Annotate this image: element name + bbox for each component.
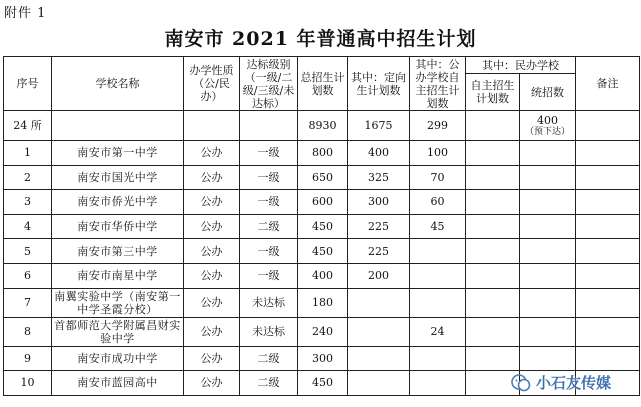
cell-private-unified — [520, 239, 576, 264]
header-school: 学校名称 — [52, 57, 184, 111]
cell-private-unified — [520, 165, 576, 190]
cell-public-self: 70 — [410, 165, 466, 190]
cell-private-self — [466, 288, 520, 317]
header-level: 达标级别（一级/二级/三级/未达标） — [240, 57, 298, 111]
header-total: 总招生计划数 — [298, 57, 348, 111]
cell-level: 未达标 — [240, 288, 298, 317]
wechat-official-account-icon — [510, 373, 532, 393]
cell-private-self — [466, 317, 520, 346]
table-row — [4, 288, 640, 317]
table-row — [4, 190, 640, 215]
cell-school: 南安市侨光中学 — [52, 190, 184, 215]
cell-school: 首都师范大学附属昌财实验中学 — [52, 317, 184, 346]
cell-school: 南安市国光中学 — [52, 165, 184, 190]
cell-index: 8 — [4, 317, 52, 346]
header-private-unified: 统招数 — [520, 74, 576, 111]
header-directed: 其中：定向生计划数 — [348, 57, 410, 111]
summary-private-unified — [520, 111, 576, 141]
table-row — [4, 317, 640, 346]
cell-school: 南安市第三中学 — [52, 239, 184, 264]
cell-level: 二级 — [240, 214, 298, 239]
cell-public-self — [410, 288, 466, 317]
cell-private-unified — [520, 346, 576, 371]
cell-remark — [576, 317, 640, 346]
table-row — [4, 165, 640, 190]
cell-nature: 公办 — [184, 288, 240, 317]
cell-private-self — [466, 141, 520, 166]
cell-index: 4 — [4, 214, 52, 239]
summary-private-self — [466, 111, 520, 141]
summary-level — [240, 111, 298, 141]
cell-nature: 公办 — [184, 263, 240, 288]
cell-school: 南安市南星中学 — [52, 263, 184, 288]
cell-level: 一级 — [240, 141, 298, 166]
summary-row — [4, 111, 640, 141]
cell-nature: 公办 — [184, 165, 240, 190]
cell-remark — [576, 141, 640, 166]
summary-school — [52, 111, 184, 141]
enrollment-plan-table — [3, 56, 640, 396]
cell-private-self — [466, 239, 520, 264]
cell-total: 240 — [298, 317, 348, 346]
cell-private-unified — [520, 214, 576, 239]
cell-total: 400 — [298, 263, 348, 288]
summary-total: 8930 — [298, 111, 348, 141]
cell-nature: 公办 — [184, 317, 240, 346]
cell-directed — [348, 346, 410, 371]
cell-level: 未达标 — [240, 317, 298, 346]
table-row — [4, 141, 640, 166]
cell-directed — [348, 317, 410, 346]
summary-public-self: 299 — [410, 111, 466, 141]
table-row — [4, 239, 640, 264]
cell-directed: 225 — [348, 214, 410, 239]
cell-remark — [576, 239, 640, 264]
cell-private-self — [466, 263, 520, 288]
cell-school: 南翼实验中学（南安第一中学圣霞分校） — [52, 288, 184, 317]
watermark — [510, 372, 611, 393]
cell-remark — [576, 214, 640, 239]
cell-directed: 325 — [348, 165, 410, 190]
cell-private-self — [466, 190, 520, 215]
cell-index: 5 — [4, 239, 52, 264]
cell-index: 3 — [4, 190, 52, 215]
cell-nature: 公办 — [184, 239, 240, 264]
cell-index: 1 — [4, 141, 52, 166]
cell-remark — [576, 263, 640, 288]
cell-level: 二级 — [240, 346, 298, 371]
cell-total: 450 — [298, 239, 348, 264]
cell-level: 一级 — [240, 165, 298, 190]
header-nature: 办学性质（公/民办） — [184, 57, 240, 111]
cell-public-self: 60 — [410, 190, 466, 215]
cell-private-unified — [520, 288, 576, 317]
cell-total: 800 — [298, 141, 348, 166]
attachment-label: 附件 1 — [4, 6, 47, 21]
cell-index: 9 — [4, 346, 52, 371]
cell-public-self: 24 — [410, 317, 466, 346]
cell-nature: 公办 — [184, 141, 240, 166]
cell-total: 450 — [298, 371, 348, 396]
summary-remark — [576, 111, 640, 141]
cell-directed: 400 — [348, 141, 410, 166]
cell-private-unified — [520, 190, 576, 215]
summary-nature — [184, 111, 240, 141]
cell-public-self — [410, 239, 466, 264]
cell-level: 一级 — [240, 190, 298, 215]
cell-directed: 200 — [348, 263, 410, 288]
cell-directed: 300 — [348, 190, 410, 215]
summary-directed: 1675 — [348, 111, 410, 141]
cell-directed: 225 — [348, 239, 410, 264]
cell-directed — [348, 288, 410, 317]
cell-nature: 公办 — [184, 346, 240, 371]
table-row — [4, 214, 640, 239]
summary-private-unified-note: （预下达） — [524, 126, 570, 137]
cell-directed — [348, 371, 410, 396]
cell-level: 一级 — [240, 263, 298, 288]
cell-index: 2 — [4, 165, 52, 190]
cell-private-unified — [520, 141, 576, 166]
cell-school: 南安市第一中学 — [52, 141, 184, 166]
cell-school: 南安市成功中学 — [52, 346, 184, 371]
table-row — [4, 346, 640, 371]
cell-index: 10 — [4, 371, 52, 396]
cell-nature: 公办 — [184, 371, 240, 396]
cell-total: 300 — [298, 346, 348, 371]
summary-index: 24 所 — [4, 111, 52, 141]
table-row — [4, 263, 640, 288]
cell-nature: 公办 — [184, 190, 240, 215]
summary-private-unified-value: 400 — [537, 113, 558, 127]
watermark-text: 小石友传媒 — [536, 374, 612, 392]
cell-remark — [576, 190, 640, 215]
cell-total: 450 — [298, 214, 348, 239]
cell-private-unified — [520, 317, 576, 346]
cell-nature: 公办 — [184, 214, 240, 239]
cell-level: 二级 — [240, 371, 298, 396]
header-private-group: 其中：民办学校 — [466, 57, 576, 74]
cell-private-self — [466, 165, 520, 190]
cell-total: 180 — [298, 288, 348, 317]
cell-level: 一级 — [240, 239, 298, 264]
cell-public-self: 100 — [410, 141, 466, 166]
cell-total: 650 — [298, 165, 348, 190]
cell-school: 南安市蓝园高中 — [52, 371, 184, 396]
header-public-self: 其中：公办学校自主招生计划数 — [410, 57, 466, 111]
cell-public-self — [410, 263, 466, 288]
header-private-self: 自主招生计划数 — [466, 74, 520, 111]
cell-remark — [576, 165, 640, 190]
cell-school: 南安市华侨中学 — [52, 214, 184, 239]
cell-private-self — [466, 346, 520, 371]
cell-remark — [576, 288, 640, 317]
cell-public-self — [410, 371, 466, 396]
cell-public-self: 45 — [410, 214, 466, 239]
page-title: 南安市 2021 年普通高中招生计划 — [164, 28, 477, 50]
header-remark: 备注 — [576, 57, 640, 111]
cell-remark — [576, 346, 640, 371]
cell-private-unified — [520, 263, 576, 288]
cell-total: 600 — [298, 190, 348, 215]
cell-index: 7 — [4, 288, 52, 317]
cell-private-self — [466, 214, 520, 239]
cell-public-self — [410, 346, 466, 371]
header-index: 序号 — [4, 57, 52, 111]
cell-index: 6 — [4, 263, 52, 288]
